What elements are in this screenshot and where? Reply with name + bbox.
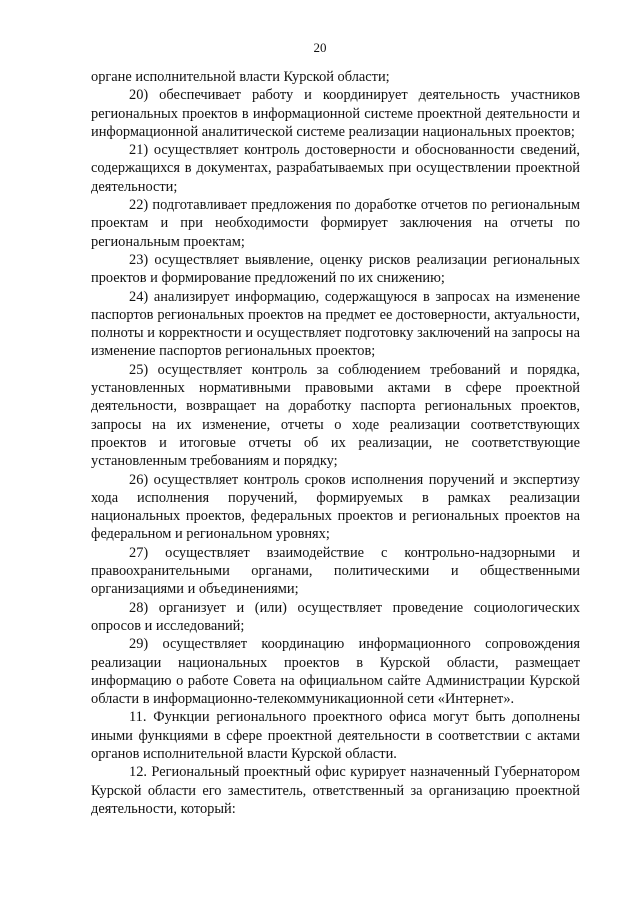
document-body (91, 68, 580, 818)
paragraph-item-22: 22) подготавливает предложения по доработке отчетов по региональным проектам и при необходимости формирует заключения на отчеты по региональным проектам; (91, 197, 580, 250)
page-number: 20 (313, 40, 327, 55)
paragraph-clause-12: 12. Региональный проектный офис курирует назначенный Губернатором Курской области его заместитель, ответственный за организацию проектной деятельности, который: (91, 764, 580, 817)
paragraph-clause-11: 11. Функции регионального проектного офиса могут быть дополнены иными функциями в сфере проектной деятельности в соответствии с актами органов исполнительной власти Курской области. (91, 709, 580, 762)
paragraph-item-23: 23) осуществляет выявление, оценку рисков реализации региональных проектов и формирование предложений по их снижению; (91, 251, 580, 287)
paragraph-item-27: 27) осуществляет взаимодействие с контрольно-надзорными и правоохранительными органами, политическими и общественными организациями и объединениями; (91, 544, 580, 598)
paragraph-item-26: 26) осуществляет контроль сроков исполнения поручений и экспертизу хода исполнения поручений, формируемых в рамках реализации национальных проектов, федеральных проектов и региональных проектов на федеральном и региональном уровнях; (91, 471, 580, 543)
paragraph-item-20: 20) обеспечивает работу и координирует деятельность участников региональных проектов в информационной системе проектной деятельности и информационной аналитической системе реализации национальных проектов; (91, 87, 580, 140)
paragraph-item-28: 28) организует и (или) осуществляет проведение социологических опросов и исследований; (91, 599, 580, 634)
paragraph-item-21: 21) осуществляет контроль достоверности и обоснованности сведений, содержащихся в документах, разрабатываемых при осуществлении проектной деятельности; (91, 142, 580, 195)
paragraph-continuation: органе исполнительной власти Курской области; (91, 69, 390, 85)
paragraph-item-25: 25) осуществляет контроль за соблюдением требований и порядка, установленных нормативными правовыми актами в сфере проектной деятельности, возвращает на доработку паспорта региональных проектов, запросы на их изменение, отчеты о ходе реализации соответствующих проектов и итоговые отчеты об их реализации, не соответствующие установленным требованиям и порядку; (91, 361, 580, 470)
paragraph-item-29: 29) осуществляет координацию информационного сопровождения реализации национальных проектов в Курской области, размещает информацию о работе Совета на официальном сайте Администрации Курской области в информационно-телекоммуникационной сети «Интернет». (91, 636, 580, 708)
paragraph-item-24: 24) анализирует информацию, содержащуюся в запросах на изменение паспортов региональных проектов на предмет ее достоверности, актуальности, полноты и корректности и осуществляет подготовку заключений на запросы на изменение паспортов региональных проектов; (91, 288, 580, 360)
